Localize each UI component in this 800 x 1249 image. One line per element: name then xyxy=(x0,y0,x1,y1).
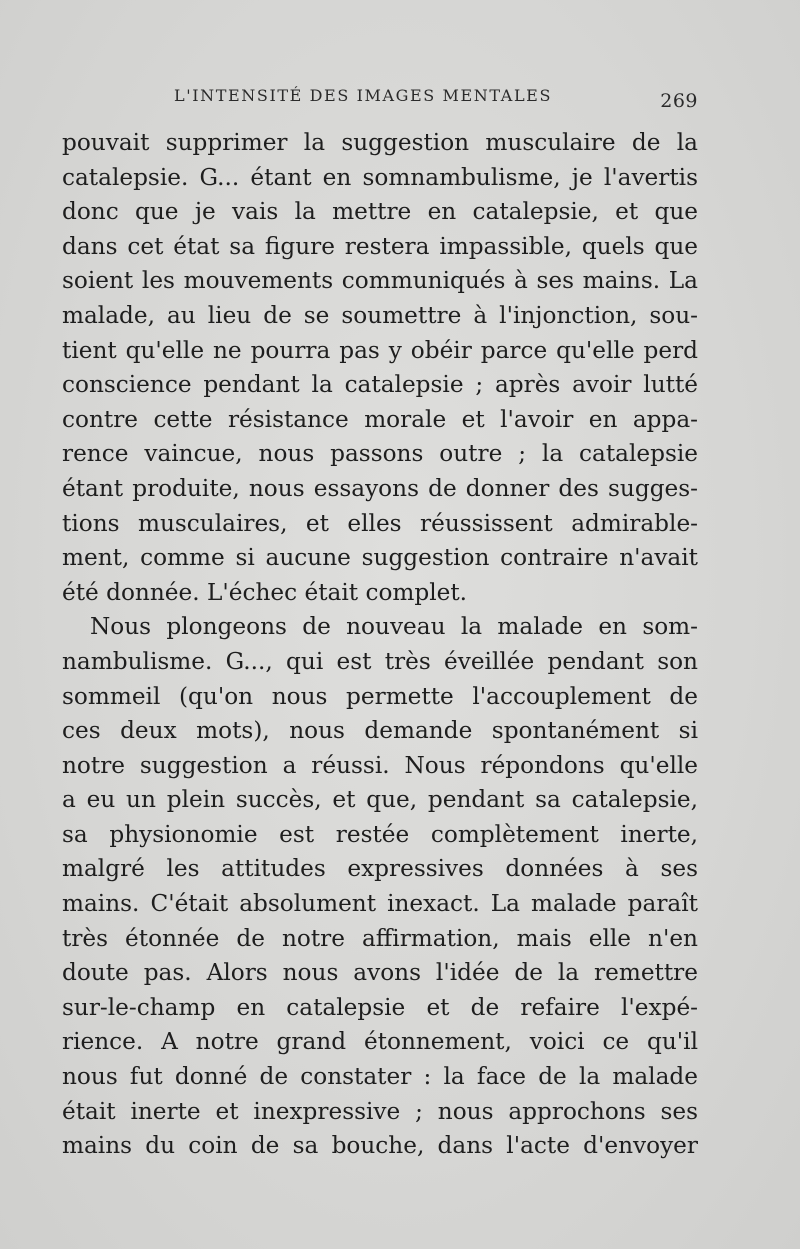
text-line: été donnée. L'échec était complet. xyxy=(62,578,468,606)
text-line: dans cet état sa figure restera impassible, quels que xyxy=(62,232,698,260)
text-line: ment, comme si aucune suggestion contraire n'avait xyxy=(62,544,698,572)
text-line: étant produite, nous essayons de donner des sugges- xyxy=(62,474,698,502)
text-line: a eu un plein succès, et que, pendant sa catalepsie, xyxy=(62,786,698,814)
text-line: nambulisme. G..., qui est très éveillée pendant son xyxy=(62,647,698,675)
text-line: donc que je vais la mettre en catalepsie, et que xyxy=(62,198,698,226)
text-line: conscience pendant la catalepsie ; après avoir lutté xyxy=(62,371,698,399)
text-line: rience. A notre grand étonnement, voici ce qu'il xyxy=(62,1028,698,1056)
text-line: Nous plongeons de nouveau la malade en som- xyxy=(90,613,698,641)
text-line: mains. C'était absolument inexact. La malade paraît xyxy=(62,890,698,918)
text-line: ces deux mots), nous demande spontanément si xyxy=(62,717,698,745)
text-line: sur-le-champ en catalepsie et de refaire l'expé- xyxy=(62,993,698,1021)
running-title: L'INTENSITÉ DES IMAGES MENTALES xyxy=(174,86,553,105)
page-number: 269 xyxy=(660,90,698,112)
text-line: mains du coin de sa bouche, dans l'acte d'envoyer xyxy=(62,1132,698,1160)
text-line: tions musculaires, et elles réussissent admirable- xyxy=(62,509,698,537)
text-line: notre suggestion a réussi. Nous répondons qu'elle xyxy=(62,751,698,779)
text-line: tient qu'elle ne pourra pas y obéir parce qu'elle perd xyxy=(62,336,698,364)
text-line: rence vaincue, nous passons outre ; la catalepsie xyxy=(62,440,698,468)
text-line: nous fut donné de constater : la face de la malade xyxy=(62,1063,698,1091)
body-text xyxy=(62,126,698,1164)
text-line: très étonnée de notre affirmation, mais elle n'en xyxy=(62,924,698,952)
text-line: malgré les attitudes expressives données à ses xyxy=(62,855,698,883)
text-line: malade, au lieu de se soumettre à l'injonction, sou- xyxy=(62,301,698,329)
text-line: catalepsie. G... étant en somnambulisme, je l'avertis xyxy=(62,163,698,191)
text-line: pouvait supprimer la suggestion musculaire de la xyxy=(62,129,698,156)
text-line: soient les mouvements communiqués à ses mains. La xyxy=(62,267,698,295)
text-line: doute pas. Alors nous avons l'idée de la remettre xyxy=(62,959,698,987)
text-line: sommeil (qu'on nous permette l'accouplement de xyxy=(62,682,698,710)
text-line: contre cette résistance morale et l'avoir en appa- xyxy=(62,405,698,433)
text-line: était inerte et inexpressive ; nous approchons ses xyxy=(62,1097,698,1125)
running-head xyxy=(174,86,700,110)
text-line: sa physionomie est restée complètement inerte, xyxy=(62,820,698,848)
